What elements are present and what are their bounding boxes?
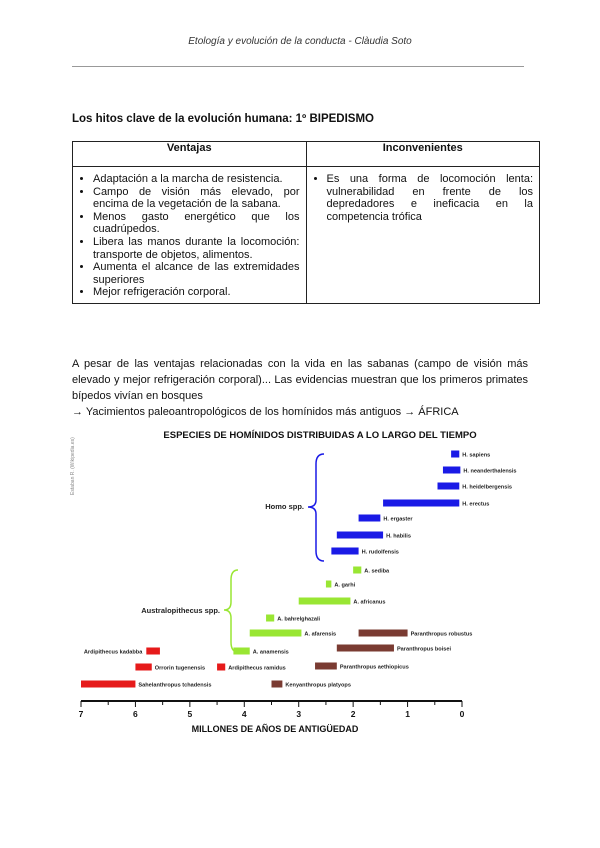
species-label: Kenyanthropus platyops: [285, 682, 351, 689]
section-title: Los hitos clave de la evolución humana: 1º BIPEDISMO: [72, 113, 374, 125]
x-tick-label: 2: [350, 709, 356, 719]
species-label: A. afarensis: [304, 631, 337, 638]
australopithecus-group-label: Australopithecus spp.: [141, 606, 220, 615]
species-bar: [315, 663, 337, 670]
species-label: A. africanus: [353, 599, 386, 606]
species-bar: [299, 598, 351, 605]
species-bar: [135, 664, 151, 671]
homo-brace: [308, 454, 324, 561]
header-divider: [72, 66, 524, 67]
species-bar: [438, 483, 460, 490]
ventajas-cell: [73, 167, 307, 304]
ventaja-item: • Libera las manos durante la locomoción: transporte de objetos, alimentos.: [93, 236, 300, 261]
ventaja-item: • Adaptación a la marcha de resistencia.: [93, 173, 300, 186]
species-bar: [337, 532, 383, 539]
species-bar: [383, 500, 459, 507]
species-label: H. ergaster: [383, 516, 413, 523]
homo-group-label: Homo spp.: [265, 502, 304, 511]
species-label: A. sediba: [364, 568, 390, 575]
species-bar: [266, 615, 274, 622]
x-tick-label: 0: [459, 709, 465, 719]
species-label: H. rudolfensis: [361, 549, 399, 556]
species-label: Ardipithecus ramidus: [228, 665, 286, 672]
species-bar: [331, 548, 358, 555]
body-paragraph: [72, 356, 528, 420]
chart-title: ESPECIES DE HOMÍNIDOS DISTRIBUIDAS A LO LARGO DEL TIEMPO: [163, 430, 477, 441]
species-bar: [217, 664, 225, 671]
species-bar: [359, 630, 408, 637]
species-label: Sahelanthropus tchadensis: [138, 682, 212, 689]
species-label: Paranthropus boisei: [396, 646, 452, 653]
running-header: Etología y evolución de la conducta - Clàudia Soto: [188, 36, 412, 47]
x-tick-label: 4: [241, 709, 247, 719]
species-label: H. erectus: [462, 501, 490, 508]
species-bar: [81, 681, 135, 688]
species-bar: [250, 630, 302, 637]
header-ventajas: Ventajas: [73, 142, 307, 167]
inconveniente-item: • Es una forma de locomoción lenta: vulnerabilidad en frente de los depredadores e ineficacia en la competencia trófica: [327, 173, 534, 223]
paragraph-africa: → Yacimientos paleoantropológicos de los homínidos más antiguos → ÁFRICA: [72, 406, 459, 418]
hominid-timeline-chart: [60, 420, 517, 745]
ventajas-list: [77, 173, 300, 299]
source-note: Estaban R. (Wikipedia.es): [70, 437, 76, 495]
inconvenientes-list: [311, 173, 534, 223]
paragraph-text: A pesar de las ventajas relacionadas con la vida en las sabanas (campo de visión más elevado y mejor refrigeración corporal)... Las evidencias muestran que los primeros primates bípedos vivían en bosques: [72, 358, 528, 402]
x-tick-label: 3: [296, 709, 302, 719]
species-bar: [359, 515, 381, 522]
species-label: H. heidelbergensis: [462, 484, 513, 491]
species-label: H. habilis: [386, 533, 411, 540]
ventaja-item: • Campo de visión más elevado, por encima de la vegetación de la sabana.: [93, 186, 300, 211]
header-inconvenientes: Inconvenientes: [306, 142, 540, 167]
species-bar: [337, 645, 394, 652]
ventaja-item: • Mejor refrigeración corporal.: [93, 286, 300, 299]
species-bar: [146, 648, 160, 655]
species-label: A. bahrelghazali: [277, 616, 321, 623]
species-bar: [272, 681, 283, 688]
ventaja-item: • Aumenta el alcance de las extremidades superiores: [93, 261, 300, 286]
x-tick-label: 1: [405, 709, 410, 719]
species-label: H. neanderthalensis: [463, 468, 517, 475]
species-label: H. sapiens: [462, 452, 491, 459]
comparison-table: [72, 141, 540, 304]
species-label: Paranthropus aethiopicus: [339, 664, 409, 671]
x-axis-label: MILLONES DE AÑOS DE ANTIGÜEDAD: [191, 724, 359, 734]
species-label: A. garhi: [334, 582, 356, 589]
species-bar: [443, 467, 460, 474]
species-bar: [451, 451, 459, 458]
species-bar: [326, 581, 331, 588]
chart-svg: [60, 420, 517, 740]
species-label: A. anamensis: [252, 649, 289, 656]
ventaja-item: • Menos gasto energético que los cuadrúpedos.: [93, 211, 300, 236]
species-label: Paranthropus robustus: [410, 631, 473, 638]
x-tick-label: 6: [133, 709, 138, 719]
x-tick-label: 7: [78, 709, 84, 719]
species-bar: [353, 567, 361, 574]
species-label: Orrorin tugenensis: [154, 665, 206, 672]
species-label: Ardipithecus kadabba: [83, 649, 143, 656]
inconvenientes-cell: [306, 167, 540, 304]
australopithecus-brace: [224, 570, 238, 652]
x-tick-label: 5: [187, 709, 193, 719]
